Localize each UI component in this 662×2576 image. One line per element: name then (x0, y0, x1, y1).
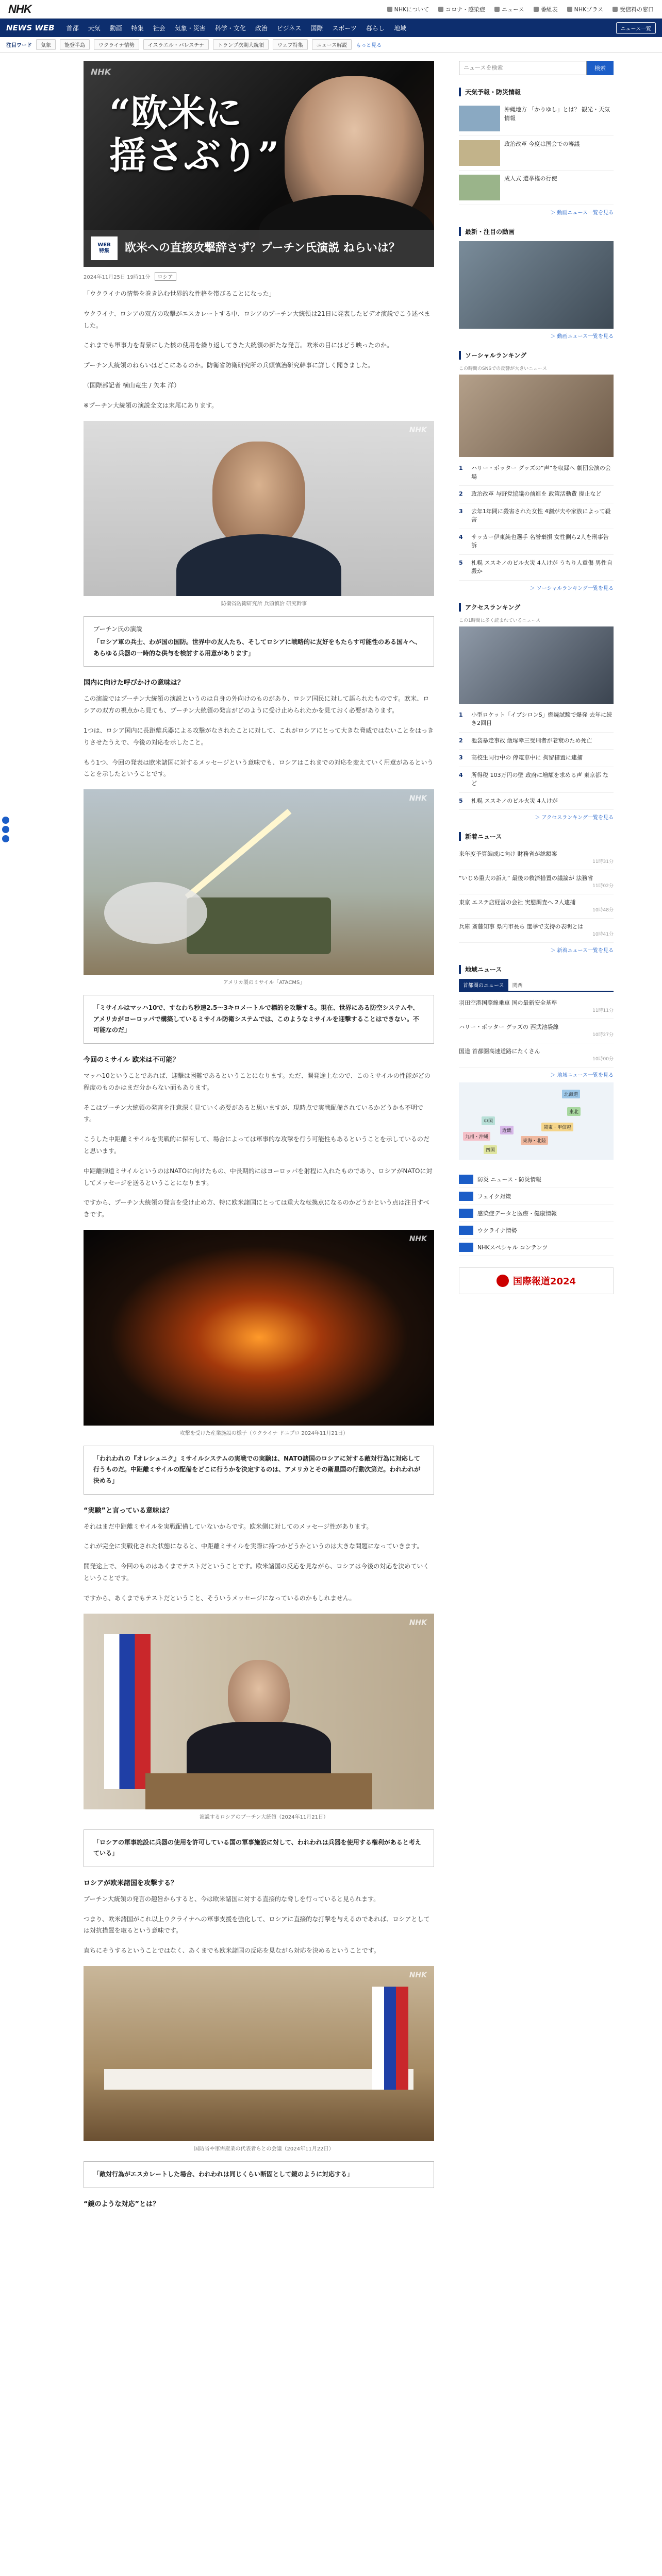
region-button[interactable]: 東海・北陸 (521, 1136, 548, 1145)
list-item[interactable]: 兵庫 斎藤知事 県内市長ら 選挙で支持の表明とは 10時41分 (459, 919, 614, 943)
link-row[interactable]: フェイク対策 (459, 1188, 614, 1205)
search-input[interactable] (459, 61, 587, 75)
paragraph: そこはプーチン大統領の発言を注意深く見ていく必要があると思いますが、現時点で実戦配備されているかどうかも不明です。 (84, 1104, 424, 1123)
photo-atacms: NHK (84, 789, 434, 975)
article (84, 61, 444, 2214)
play-icon (567, 7, 572, 12)
share-facebook-icon[interactable] (2, 826, 9, 833)
paragraph: （国際部記者 横山竜生 / 矢本 洋） (84, 381, 180, 389)
region-button[interactable]: 北海道 (562, 1090, 580, 1098)
region-button[interactable]: 近畿 (500, 1126, 514, 1134)
list-item[interactable]: 羽田空港国際線乗車 国の最新安全基準 11時11分 (459, 995, 614, 1019)
link-row[interactable]: 感染症データと医療・健康情報 (459, 1205, 614, 1222)
kokusai-houdou-banner[interactable]: 国際報道2024 (459, 1267, 614, 1294)
tab-kansai[interactable]: 関西 (512, 983, 523, 989)
trend-tag[interactable]: ウェブ特集 (273, 39, 308, 50)
paragraph: この演説ではプーチン大統領の演説というのは自身の外向けのものがあり、ロシア国民に対して語られたものです。欧米、ロシアの双方の視点から見ても、プーチン大統領の発言がどのように受け止められたかを見ておく必要があります。 (84, 695, 429, 715)
region-button[interactable]: 東北 (567, 1107, 581, 1116)
nav-item-video[interactable]: 動画 (109, 24, 122, 32)
ranking-item[interactable]: 5 札幌 ススキノのビル火災 4人けが うちり人重傷 男性自殺か (459, 555, 614, 581)
section-heading: 国内に向けた呼びかけの意味は？ (84, 679, 185, 687)
paragraph: つまり、欧米諸国がこれ以上ウクライナへの軍事支援を強化して、ロシアに直接的な打撃を与えるのであれば、ロシアとしては対抗措置を取るという意味です。 (84, 1915, 430, 1935)
top-utility-bar (0, 0, 662, 19)
video-thumbnail[interactable] (459, 375, 614, 457)
quote-box (84, 1829, 434, 1867)
photo-attack-night: NHK (84, 1230, 434, 1426)
nav-item-feature[interactable]: 特集 (131, 24, 144, 32)
quote-box (84, 995, 434, 1044)
globe-icon (496, 1275, 509, 1287)
quote-text: 「ロシア軍の兵士、わが国の国防。世界中の友人たち、そしてロシアに戦略的に友好をもたらす可能性のある国々へ、あらゆる兵器の一時的な供与を検討する用意があります」 (93, 638, 422, 657)
list-item[interactable]: 政治改革 今度は国会での審議 (459, 136, 614, 171)
top-link-news[interactable]: ニュース (494, 5, 524, 13)
paragraph: ウクライナ、ロシアの双方の攻撃がエスカレートする中、ロシアのプーチン大統領は21日に発表したビデオ演説でこう述べました。 (84, 310, 431, 329)
paragraph: プーチン大統領のねらいはどこにあるのか。防衛省防衛研究所の兵頭慎治研究幹事に詳しく聞きました。 (84, 362, 374, 369)
trend-label: 注目ワード (6, 43, 32, 48)
share-line-icon[interactable] (2, 835, 9, 842)
news-thumbnail (459, 106, 500, 131)
share-buttons (2, 817, 9, 842)
trend-tag[interactable]: 気象 (36, 39, 56, 50)
trend-bar (0, 37, 662, 53)
more-link[interactable]: ＞ 動画ニュース一覧を見る (550, 334, 614, 340)
link-row[interactable]: ウクライナ情勢 (459, 1222, 614, 1239)
yen-icon (613, 7, 618, 12)
disaster-icon (459, 1175, 473, 1184)
hero-image (84, 61, 434, 267)
paragraph: プーチン大統領の発言の趣旨からすると、今は欧米諸国に対する直接的な脅しを行っていると見られます。 (84, 1895, 380, 1903)
list-item[interactable]: “いじめ重大の訴え” 最後の救済措置の議論が 法務省 11時02分 (459, 870, 614, 894)
nav-item-shuto[interactable]: 首都 (66, 24, 79, 32)
news-thumbnail (459, 175, 500, 200)
top-link-plus[interactable]: NHKプラス (567, 5, 603, 13)
nav-item-weather[interactable]: 天気 (88, 24, 101, 32)
web-feature-badge: WEB 特集 (91, 236, 118, 260)
quote-box (84, 616, 434, 667)
region-button[interactable]: 中国 (482, 1116, 495, 1125)
nav-item-life[interactable]: 暮らし (366, 24, 385, 32)
weather-section-title: 天気予報・防災情報 (459, 88, 614, 96)
news-icon (494, 7, 500, 12)
article-title: 欧米への直接攻撃辞さず？プーチン氏演説 ねらいは？ (125, 242, 400, 255)
video-thumbnail[interactable] (459, 241, 614, 329)
nav-item-society[interactable]: 社会 (153, 24, 166, 32)
photo-caption: 演説するロシアのプーチン大統領（2024年11月21日） (199, 1814, 329, 1820)
list-item[interactable]: ハリー・ポッター グッズの 西武池袋線 10時27分 (459, 1019, 614, 1043)
top-link-covid[interactable]: コロナ・感染症 (438, 5, 485, 13)
photo-caption: 防衛省防衛研究所 兵頭慎治 研究幹事 (221, 601, 307, 607)
nav-item-politics[interactable]: 政治 (255, 24, 268, 32)
ranking-item[interactable]: 2 池袋暴走事故 飯塚幸三受刑者が老衰のため死亡 (459, 733, 614, 750)
photo-meeting: NHK (84, 1966, 434, 2141)
nav-item-sports[interactable]: スポーツ (332, 24, 357, 32)
paragraph: ※プーチン大統領の演説全文は末尾にあります。 (84, 401, 218, 409)
ranking-item[interactable]: 5 札幌 ススキノのビル火災 4人けが (459, 793, 614, 810)
top-link-schedule[interactable]: 番組表 (534, 5, 558, 13)
paragraph: 1つは、ロシア国内に長距離兵器による攻撃がなされたことに対して、これがロシアにとって大きな脅威ではないことをはっきりさせたうえで、今後の対応を示したこと。 (84, 726, 434, 746)
nhk-logo[interactable]: NHK (8, 2, 31, 15)
news-list-button[interactable]: ニュース一覧 (616, 22, 656, 34)
section-heading: “鏡のような対応”とは？ (84, 2200, 160, 2208)
more-link[interactable]: ＞ 動画ニュース一覧を見る (550, 210, 614, 216)
ranking-item[interactable]: 1 小型ロケット「イプシロンS」燃焼試験で爆発 去年に続き2回目 (459, 707, 614, 733)
trend-tag[interactable]: 能登半島 (60, 39, 90, 50)
nav-item-international[interactable]: 国際 (310, 24, 323, 32)
share-x-icon[interactable] (2, 817, 9, 824)
ranking-item[interactable]: 4 サッカー伊東純也選手 名誉棄損 女性側ら2人を刑事告訴 (459, 529, 614, 555)
photo-caption: 国防省や軍需産業の代表者らとの会議（2024年11月22日） (194, 2146, 334, 2153)
paragraph: 「ウクライナの情勢を巻き込む世界的な性格を帯びることになった」 (84, 290, 275, 297)
main-nav (0, 19, 662, 37)
section-heading: “実験”と言っている意味は？ (84, 1506, 173, 1515)
paragraph: これが完全に実戦化された状態になると、中距離ミサイルを実際に持つかどうかというのは大きな問題になっていきます。 (84, 1543, 423, 1550)
new-news-title: 新着ニュース (459, 832, 614, 841)
trend-tag[interactable]: トランプ次期大統領 (213, 39, 269, 50)
local-news-title: 地域ニュース (459, 965, 614, 974)
paragraph: これまでも軍事力を背景にした核の使用を繰り返してきた大統領の新たな発言。欧米の目にはどう映ったのか。 (84, 342, 393, 349)
paragraph: ですから、あくまでもテストだということ、そういうメッセージになっているのかもしれません。 (84, 1594, 356, 1602)
region-button[interactable]: 四国 (484, 1145, 497, 1154)
hero-caption-text: “欧米に 揺さぶり” (109, 91, 279, 177)
photo-caption: 攻撃を受けた産業施設の様子（ウクライナ ドニプロ 2024年11月21日） (179, 1430, 349, 1436)
category-tag[interactable]: ロシア (155, 272, 176, 281)
paragraph: ですから、プーチン大統領の発言を受け止め方、特に欧米諸国にとっては重大な転換点になるのかどうかという点は注目すべきです。 (84, 1199, 429, 1218)
news-web-logo[interactable]: NEWS WEB (6, 23, 55, 32)
trend-tag[interactable]: イスラエル・パレスチナ (143, 39, 209, 50)
quote-heading: プーチン氏の演説 (93, 625, 143, 633)
ranking-item[interactable]: 2 政治改革 与野党協議の前進を 政策活動費 廃止など (459, 486, 614, 503)
sidebar: ニュースを検索 検索 天気予報・防災情報 沖縄地方 「かりゆし」とは？ 観光・天気情報 政治改革 今度は国会での審議 成人式 選挙権の行使 ＞ 動画ニュース一覧を見る 最新・注目の動画 ＞ 動画ニュース一覧を見る ソーシャルランキング この時間のSNSでの反響が大きいニュース 1 ハリー・ポッター グッズの“声”を収録へ 劇団公演の会場 2 政治改革 与野党協議の前進を 政策活動費 廃止など 3 去年1年間に殺害された女性 4割が夫や家族によって殺害 4 サッカー伊東純也選手 名誉棄損 女性側ら2人を刑事告訴 5 札幌 ススキノのビル火災 4人けが うちり人重傷 男性自殺か ＞ ソーシャルランキング一覧を見る アクセスランキング この1時間に多く読まれているニュース 1 小型ロケット「イプシロンS」燃焼試験で爆発 去年に続き2回目 2 池袋暴走事故 飯塚幸三受刑者が老衰のため死亡 3 高校生同行中の 停電車中に 拘留措置に逮捕 4 所得税 103万円の壁 政府に増額を求める声 東京都 など 5 札幌 ススキノのビル火災 4人けが ＞ アクセスランキング一覧を見る 新着ニュース 来年度予算編成に向け 財務省が総額案 11時31分 “いじめ重大の訴え” 最後の救済措置の議論が 法務省 11時02分 東京 エステ店経営の会社 実態調査へ 2人逮捕 10時48分 兵庫 斎藤知事 県内市長ら 選挙で支持の表明とは 10時41分 ＞ 新着ニュース一覧を見る 地域ニュース 首都圏のニュース 関西 羽田空港国際線乗車 国の最新安全基準 11時11分 ハリー・ポッター グッズの 西武池袋線 10時27分 国道 首都圏高速道路にたくさん 10時00分 ＞ 地域ニュース一覧を見る 北海道 東北 関東・甲信越 東海・北陸 近畿 中国 九州・沖縄 四国 防災 ニュース・防災情報 フェイク対策 感染症データと医療・健康情報 ウクライナ情勢 NHKスペシャル コンテンツ 国際報道2024 (459, 61, 614, 2214)
top-link-about[interactable]: NHKについて (387, 5, 429, 13)
section-heading: ロシアが欧米諸国を攻撃する？ (84, 1879, 178, 1887)
list-item[interactable]: 沖縄地方 「かりゆし」とは？ 観光・天気情報 (459, 101, 614, 136)
nav-item-disaster[interactable]: 気象・災害 (174, 24, 206, 32)
trend-tag[interactable]: ニュース解説 (312, 39, 352, 50)
nav-item-business[interactable]: ビジネス (276, 24, 302, 32)
paragraph: こうした中距離ミサイルを実戦的に保有して、場合によっては軍事的な攻撃を行う可能性もあるということを示しているのだと思います。 (84, 1136, 429, 1155)
tab-shutoken[interactable]: 首都圏のニュース (459, 979, 508, 991)
more-link[interactable]: ＞ ソーシャルランキング一覧を見る (529, 585, 614, 591)
info-icon (387, 7, 392, 12)
ranking-item[interactable]: 3 去年1年間に殺害された女性 4割が夫や家族によって殺害 (459, 503, 614, 529)
paragraph: 直ちにそうするということではなく、あくまでも欧米諸国の反応を見ながら対応を決めるということです。 (84, 1947, 380, 1955)
quote-text: 「ロシアの軍事施設に兵器の使用を許可している国の軍事施設に対して、われわれは兵器を使用する権利があると考えている」 (93, 1838, 421, 1857)
quote-box (84, 2161, 434, 2188)
paragraph: それはまだ中距離ミサイルを実戦配備していないからです。欧米側に対してのメッセージ性があります。 (84, 1522, 373, 1530)
nav-item-science[interactable]: 科学・文化 (214, 24, 246, 32)
list-item[interactable]: 東京 エステ店経営の会社 実態調査へ 2人逮捕 10時48分 (459, 894, 614, 919)
access-ranking-title: アクセスランキング (459, 603, 614, 612)
more-link[interactable]: ＞ アクセスランキング一覧を見る (535, 815, 614, 821)
fake-icon (459, 1192, 473, 1201)
photo-putin-speech: NHK (84, 1614, 434, 1809)
region-button[interactable]: 九州・沖縄 (463, 1132, 490, 1141)
nhk-watermark: NHK (91, 67, 111, 77)
paragraph: 中距離弾道ミサイルというのはNATOに向けたもの、中長期的にはヨーロッパを射程に入れたものであり、ロシアがNATOに対してメッセージを送るということになります。 (84, 1167, 433, 1187)
region-map (459, 1082, 614, 1160)
top-link-fee[interactable]: 受信料の窓口 (613, 5, 654, 13)
paragraph: 開発途上で、今回のものはあくまでテストだということです。欧米諸国の反応を見ながら、ロシアは今後の対応を決めていくということです。 (84, 1563, 429, 1582)
photo-researcher: NHK (84, 421, 434, 596)
ranking-item[interactable]: 1 ハリー・ポッター グッズの“声”を収録へ 劇団公演の会場 (459, 460, 614, 486)
virus-icon (438, 7, 443, 12)
paragraph: もう1つ、今回の発表は欧米諸国に対するメッセージという意味でも、ロシアはこれまでの対応を変えていく用意があるということを示したということです。 (84, 758, 434, 778)
trend-more-link[interactable]: もっと見る (356, 43, 382, 48)
nav-item-local[interactable]: 地域 (393, 24, 406, 32)
quote-box (84, 1446, 434, 1495)
photo-caption: アメリカ製のミサイル「ATACMS」 (223, 980, 305, 986)
search-button[interactable]: 検索 (587, 61, 614, 75)
latest-video-title: 最新・注目の動画 (459, 227, 614, 236)
link-row[interactable]: NHKスペシャル コンテンツ (459, 1239, 614, 1256)
more-link[interactable]: ＞ 地域ニュース一覧を見る (550, 1073, 614, 1078)
list-item[interactable]: 国道 首都圏高速道路にたくさん 10時00分 (459, 1043, 614, 1067)
health-icon (459, 1209, 473, 1218)
list-item[interactable]: 来年度予算編成に向け 財務省が総額案 11時31分 (459, 846, 614, 870)
news-thumbnail (459, 140, 500, 166)
quote-text: 「われわれの『オレシュニク』ミサイルシステムの実戦での実験は、NATO諸国のロシアに対する敵対行為に対応して行うものだ。中距離ミサイルの配備をどこに行うかを決定するのは、アメリカとその衛星国の行動次第だ。われわれが決める」 (93, 1454, 421, 1485)
ukraine-icon (459, 1226, 473, 1235)
link-row[interactable]: 防災 ニュース・防災情報 (459, 1171, 614, 1188)
ranking-item[interactable]: 3 高校生同行中の 停電車中に 拘留措置に逮捕 (459, 750, 614, 767)
quote-text: 「ミサイルはマッハ10で、すなわち秒速2.5～3キロメートルで標的を攻撃する。現在、世界にある防空システムや、アメリカがヨーロッパで構築しているミサイル防衛システムでは、このようなミサイルを迎撃することはできない。不可能なのだ」 (93, 1004, 419, 1034)
ranking-item[interactable]: 4 所得税 103万円の壁 政府に増額を求める声 東京都 など (459, 767, 614, 793)
quote-text: 「敵対行為がエスカレートした場合、われわれは同じくらい断固として鏡のように対応する」 (93, 2171, 354, 2178)
trend-tag[interactable]: ウクライナ情勢 (94, 39, 139, 50)
video-thumbnail[interactable] (459, 626, 614, 704)
paragraph: マッハ10ということであれば、迎撃は困難であるということになります。ただ、開発途上なので、このミサイルの性能がどの程度のものかはまだ分からない面もあります。 (84, 1072, 431, 1091)
region-button[interactable]: 関東・甲信越 (541, 1123, 573, 1131)
special-icon (459, 1243, 473, 1252)
section-heading: 今回のミサイル 欧米は不可能？ (84, 1056, 179, 1064)
more-link[interactable]: ＞ 新着ニュース一覧を見る (550, 948, 614, 954)
list-item[interactable]: 成人式 選挙権の行使 (459, 171, 614, 205)
calendar-icon (534, 7, 539, 12)
social-ranking-title: ソーシャルランキング (459, 351, 614, 360)
top-links (387, 5, 654, 13)
article-date: 2024年11月25日 19時11分 (84, 275, 151, 280)
